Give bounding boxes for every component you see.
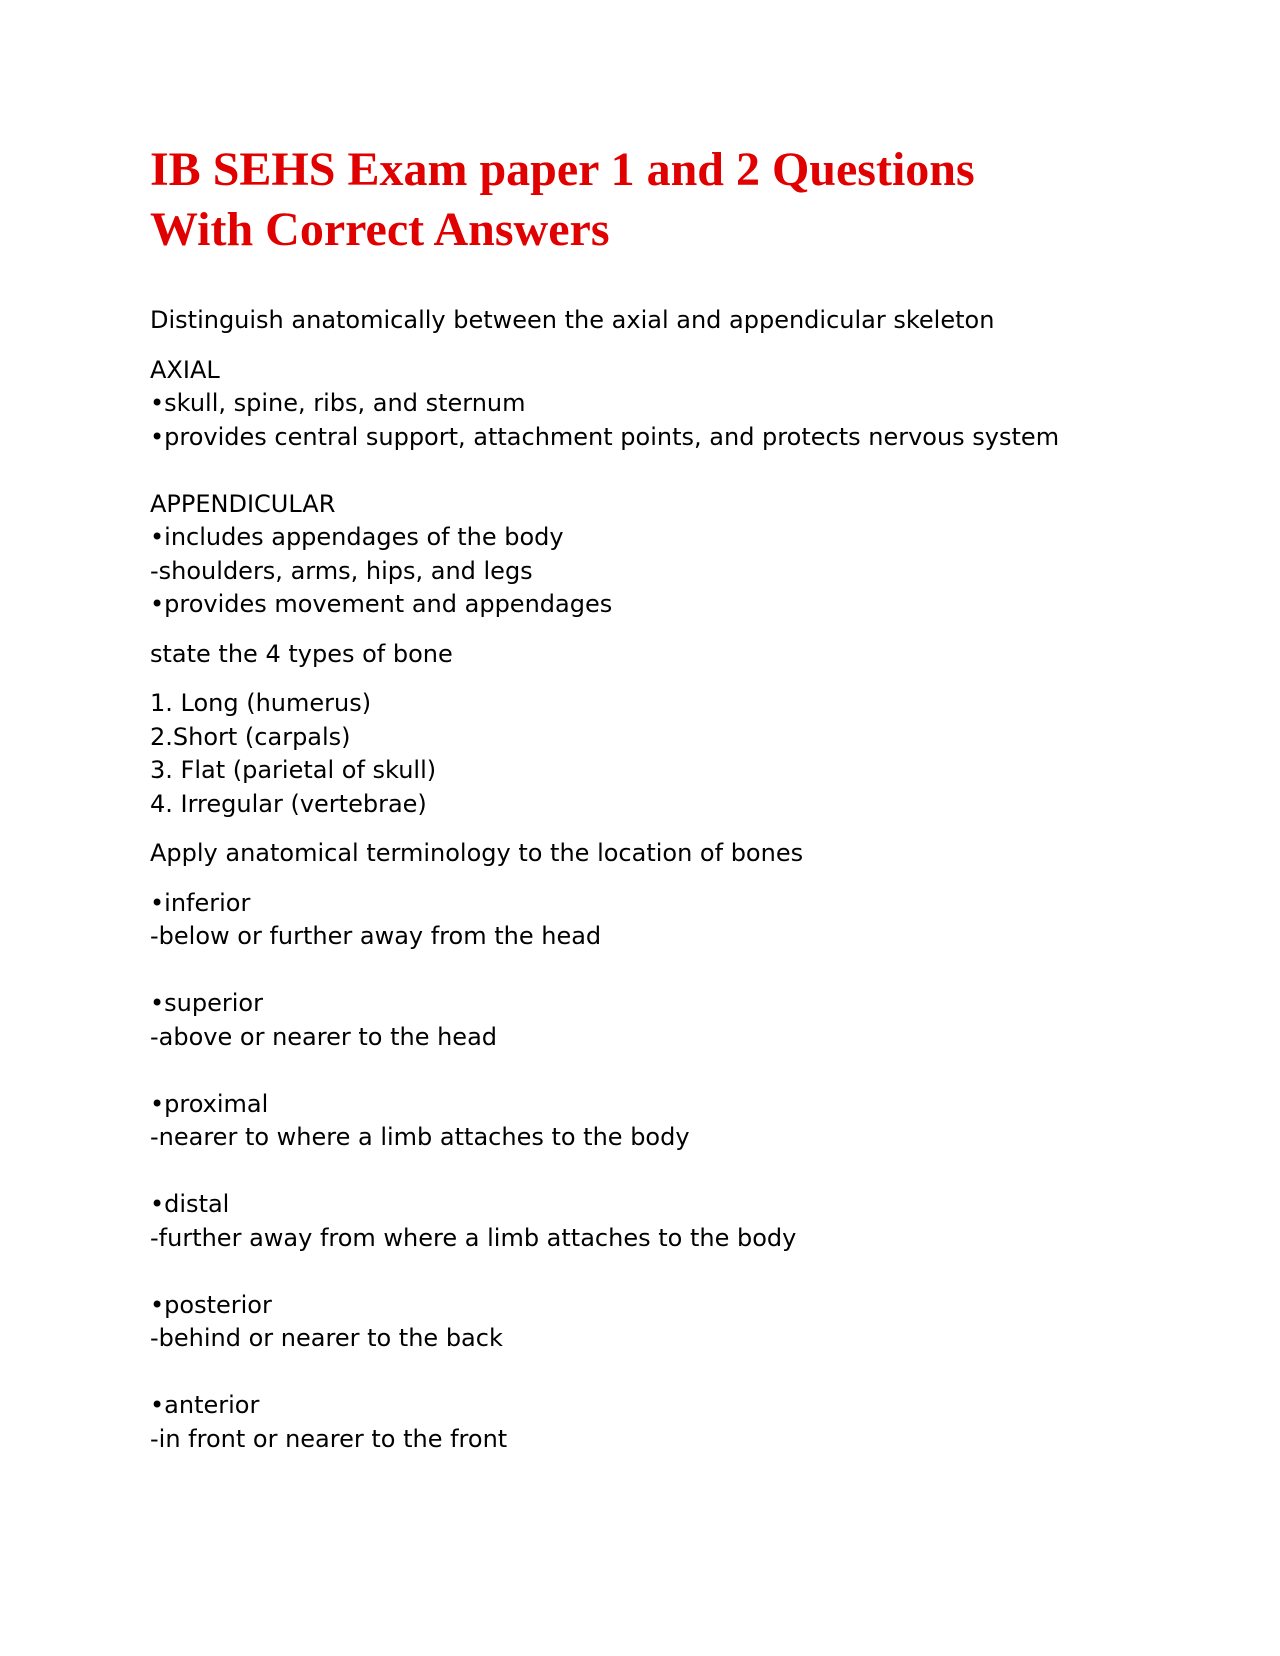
answer-line: •distal	[150, 1190, 230, 1218]
answer-line: •inferior	[150, 888, 251, 917]
answer-line	[150, 1255, 1150, 1289]
answer-line: -shoulders, arms, hips, and legs	[150, 556, 533, 585]
answer-line	[150, 1155, 1150, 1189]
answer-line: -further away from where a limb attaches to the body	[150, 1223, 797, 1252]
answer-line: •anterior	[150, 1391, 260, 1419]
answer-line: •provides central support, attachment points, and protects nervous system	[150, 422, 1060, 451]
answer-1	[150, 354, 1150, 622]
question-3	[150, 837, 1150, 871]
answer-line: APPENDICULAR	[150, 489, 336, 518]
answer-line: 2.Short (carpals)	[150, 722, 351, 751]
answer-line: •provides movement and appendages	[150, 590, 613, 618]
answer-line: AXIAL	[150, 355, 220, 384]
answer-line	[150, 1356, 1150, 1390]
answer-line: -above or nearer to the head	[150, 1022, 498, 1051]
answer-line	[150, 454, 1150, 488]
answer-line: -nearer to where a limb attaches to the body	[150, 1123, 690, 1151]
answer-line	[150, 954, 1150, 988]
answer-line: 1. Long (humerus)	[150, 689, 372, 717]
question-text: Distinguish anatomically between the axial and appendicular skeleton	[150, 306, 995, 334]
question-text: Apply anatomical terminology to the location of bones	[150, 839, 804, 867]
answer-line: •proximal	[150, 1089, 269, 1118]
title-line-1: IB SEHS Exam paper 1 and 2 Questions	[150, 143, 975, 196]
answer-3	[150, 887, 1150, 1457]
answer-line: -behind or nearer to the back	[150, 1324, 503, 1352]
answer-line: 4. Irregular (vertebrae)	[150, 789, 427, 818]
question-2	[150, 638, 1150, 672]
question-1	[150, 304, 1150, 338]
question-text: state the 4 types of bone	[150, 639, 453, 668]
answer-line: •skull, spine, ribs, and sternum	[150, 389, 526, 417]
answer-2	[150, 687, 1150, 821]
document-title	[150, 140, 1150, 260]
document-page	[150, 140, 1150, 1456]
answer-line: 3. Flat (parietal of skull)	[150, 756, 437, 784]
answer-line	[150, 1054, 1150, 1088]
answer-line: •includes appendages of the body	[150, 523, 564, 551]
answer-line: •superior	[150, 989, 263, 1017]
answer-line: -below or further away from the head	[150, 922, 602, 950]
answer-line: •posterior	[150, 1290, 272, 1319]
title-line-2: With Correct Answers	[150, 203, 610, 256]
answer-line: -in front or nearer to the front	[150, 1424, 508, 1453]
